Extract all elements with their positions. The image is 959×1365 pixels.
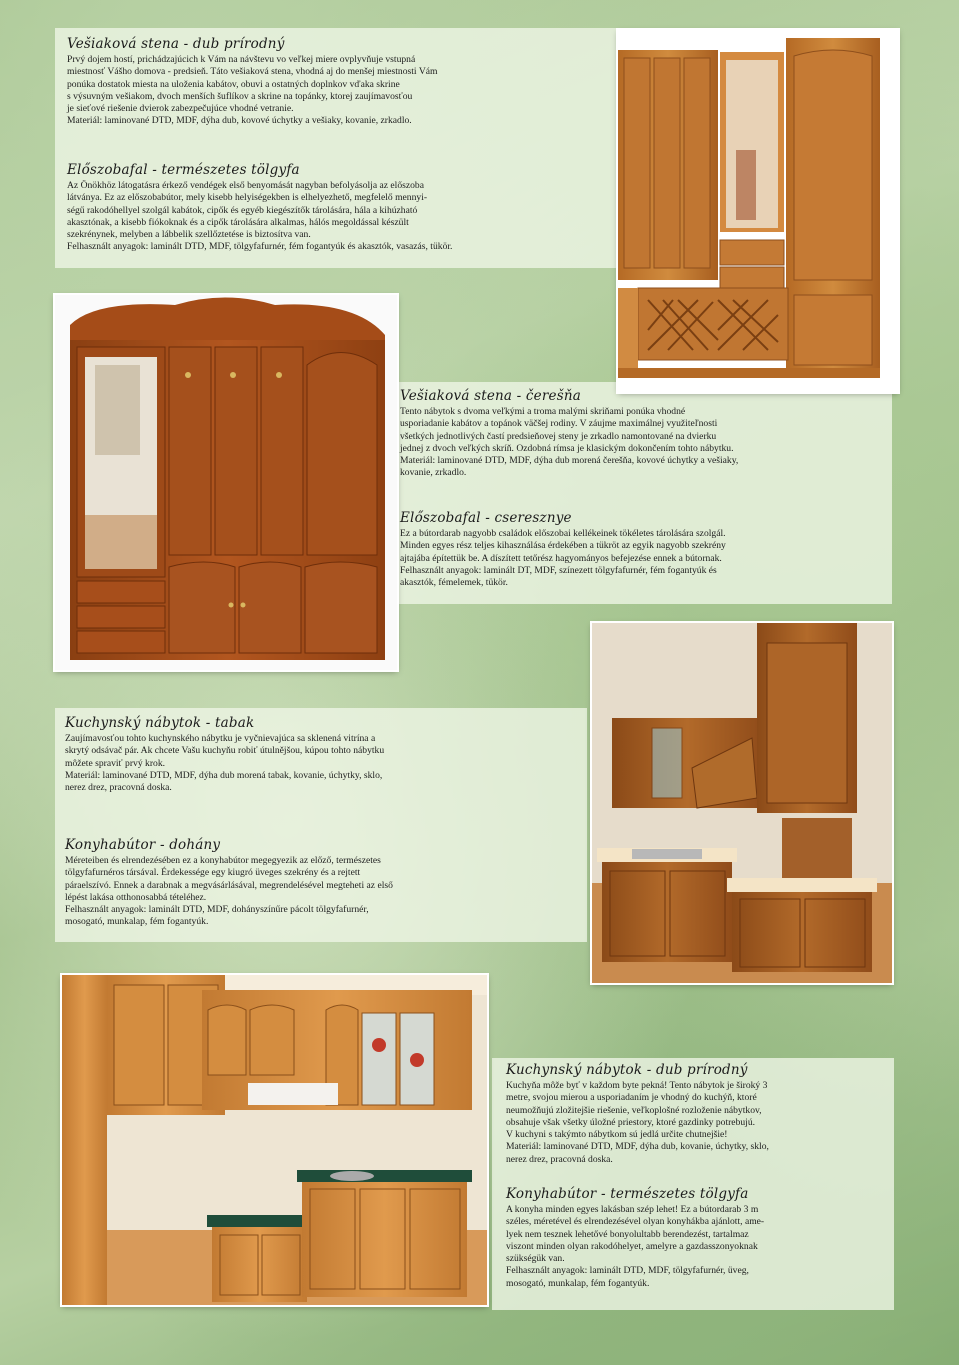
- section-body: Zaujímavosťou tohto kuchynského nábytku je vyčnievajúca sa sklenená vitrína a skrytý odsávač pár. Ak chcete Vašu kuchyňu robiť útulnějšou, kúpou tohto nábytku môžete spraviť prvý krok. Materiál: laminované DTD, MDF, dýha dub morená tabak, kovanie, úchytky, sklo, nerez drez, pracovná doska.: [65, 733, 385, 794]
- section-kuchynsky-nabytok-tabak: [65, 715, 585, 794]
- section-body: Méreteiben és elrendezésében ez a konyhabútor megegyezik az előző, természetes tölgyfafurnéros társával. Érdekessége egy kiugró üveges szekrény és a rejtett páraelszívó. Ennek a darabnak a megvásárlásával, megrendelésével megteheti az első lépést lakása otthonosabbá tételéhez. Felhasznált anyagok: laminált DTD, MDF, dohányszínűre pácolt tölgyfafurnér, mosogató, munkalap, fém fogantyúk.: [65, 855, 393, 928]
- kitchen-oak-photo: [62, 975, 487, 1305]
- section-body: Az Önökhöz látogatásra érkező vendégek első benyomását nagyban befolyásolja az előszoba látványa. Ez az előszobabútor, mely kisebb helyiségekben is elhelyezhető, megfelelő mennyi- ségű rakodóhellyel szolgál kabátok, cipők és egyéb kiegészítők tárolására, hála a kihúzható akasztónak, a kisebb fiókoknak és a cipők tárolására alkalmas, hálós megoldással készült szekrénynek, melyben a lábbelik szellőztetése is biztosítva van. Felhasznált anyagok: laminált DTD, MDF, tölgyfafurnér, fém fogantyúk és akasztók, vasazás, tükör.: [67, 180, 453, 253]
- section-title: Konyhabútor - természetes tölgyfa: [506, 1186, 749, 1202]
- hallway-wardrobe-oak-photo: [618, 30, 898, 392]
- kitchen-oak-image: [62, 975, 487, 1305]
- section-title: Konyhabútor - dohány: [65, 837, 221, 853]
- section-konyhabutor-dohany: [65, 837, 585, 929]
- section-body: Kuchyňa môže byť v každom byte pekná! Tento nábytok je široký 3 metre, svojou mierou a usporiadaním je vhodný do kuchýň, ktoré neumožňujú zložitejšie riešenie, veľkoplošné rozloženie nábytkov, obsahuje však všetky úložné priestory, ktoré gazdinky potrebujú. V kuchyni s takýmto nábytkom sú jedlá určite chutnejšie! Materiál: laminované DTD, MDF, dýha dub, kovanie, úchytky, sklo, nerez drez, pracovná doska.: [506, 1080, 769, 1165]
- section-eloszobafal-tolgyfa: [67, 162, 619, 254]
- hallway-wardrobe-oak-image: [618, 30, 898, 392]
- section-kuchynsky-nabytok-dub: [506, 1062, 892, 1166]
- hallway-wardrobe-cherry-photo: [55, 295, 397, 670]
- kitchen-tobacco-photo: [592, 623, 892, 983]
- kitchen-tobacco-image: [592, 623, 892, 983]
- section-title: Vešiaková stena - čerešňa: [400, 388, 581, 404]
- section-title: Kuchynský nábytok - tabak: [65, 715, 255, 731]
- section-eloszobafal-cseresznye: [400, 510, 890, 589]
- section-body: Prvý dojem hostí, prichádzajúcich k Vám na návštevu vo veľkej miere ovplyvňuje vstupná miestnosť Vášho domova - predsieň. Táto vešiaková stena, vhodná aj do menšej miestnosti Vám ponúka dostatok miesta na uloženia kabátov, obuvi a ostatných doplnkov vďaka skrine s výsuvným vešiakom, dvoch menších šuflíkov a skrine na topánky, ktorej zaujímavosťou je sieťové riešenie dvierok zabezpečujúce vhodné vetranie. Materiál: laminované DTD, MDF, dýha dub, kovové úchytky a vešiaky, kovanie, zrkadlo.: [67, 54, 438, 127]
- section-body: Ez a bútordarab nagyobb családok előszobai kellékeinek tökéletes tárolására szolgál. Minden egyes rész teljes kihasználása érdekében a tükröt az egyik nagyobb szekrény ajtajába építettük be. A díszített tetőrész hagyományos befejezése ennek a bútornak. Felhasznált anyagok: laminált DT, MDF, színezett tölgyfafurnér, fém fogantyúk és akasztók, fémelemek, tükör.: [400, 528, 726, 589]
- hallway-wardrobe-cherry-image: [55, 295, 397, 670]
- section-konyhabutor-tolgyfa: [506, 1186, 892, 1290]
- section-title: Kuchynský nábytok - dub prírodný: [506, 1062, 748, 1078]
- section-title: Előszobafal - természetes tölgyfa: [67, 162, 300, 178]
- section-vesiakova-stena-dub: [67, 36, 615, 128]
- section-body: Tento nábytok s dvoma veľkými a troma malými skriňami ponúka vhodné usporiadanie kabátov a topánok väčšej rodiny. V záujme maximálnej využiteľnosti všetkých jednotlivých častí predsieňovej steny je zrkadlo namontované na dvierku jednej z dvoch veľkých skríň. Ozdobná rímsa je klasickým dokončením tohto nábytku. Materiál: laminované DTD, MDF, dýha dub morená čerešňa, kovové úchytky a vešiaky, kovanie, zrkadlo.: [400, 406, 739, 479]
- section-title: Vešiaková stena - dub prírodný: [67, 36, 285, 52]
- section-body: A konyha minden egyes lakásban szép lehet! Ez a bútordarab 3 m széles, méretével és elrendezésével olyan konyhákba ajánlott, ame- lyek nem tesznek lehetővé bonyolultabb berendezést, tartalmaz viszont minden olyan rakodóhelyet, amelyre a gazdasszonyoknak szükségük van. Felhasznált anyagok: laminált DTD, MDF, tölgyfafurnér, üveg, mosogató, munkalap, fém fogantyúk.: [506, 1204, 765, 1289]
- section-title: Előszobafal - cseresznye: [400, 510, 572, 526]
- section-vesiakova-stena-ceresna: [400, 388, 890, 480]
